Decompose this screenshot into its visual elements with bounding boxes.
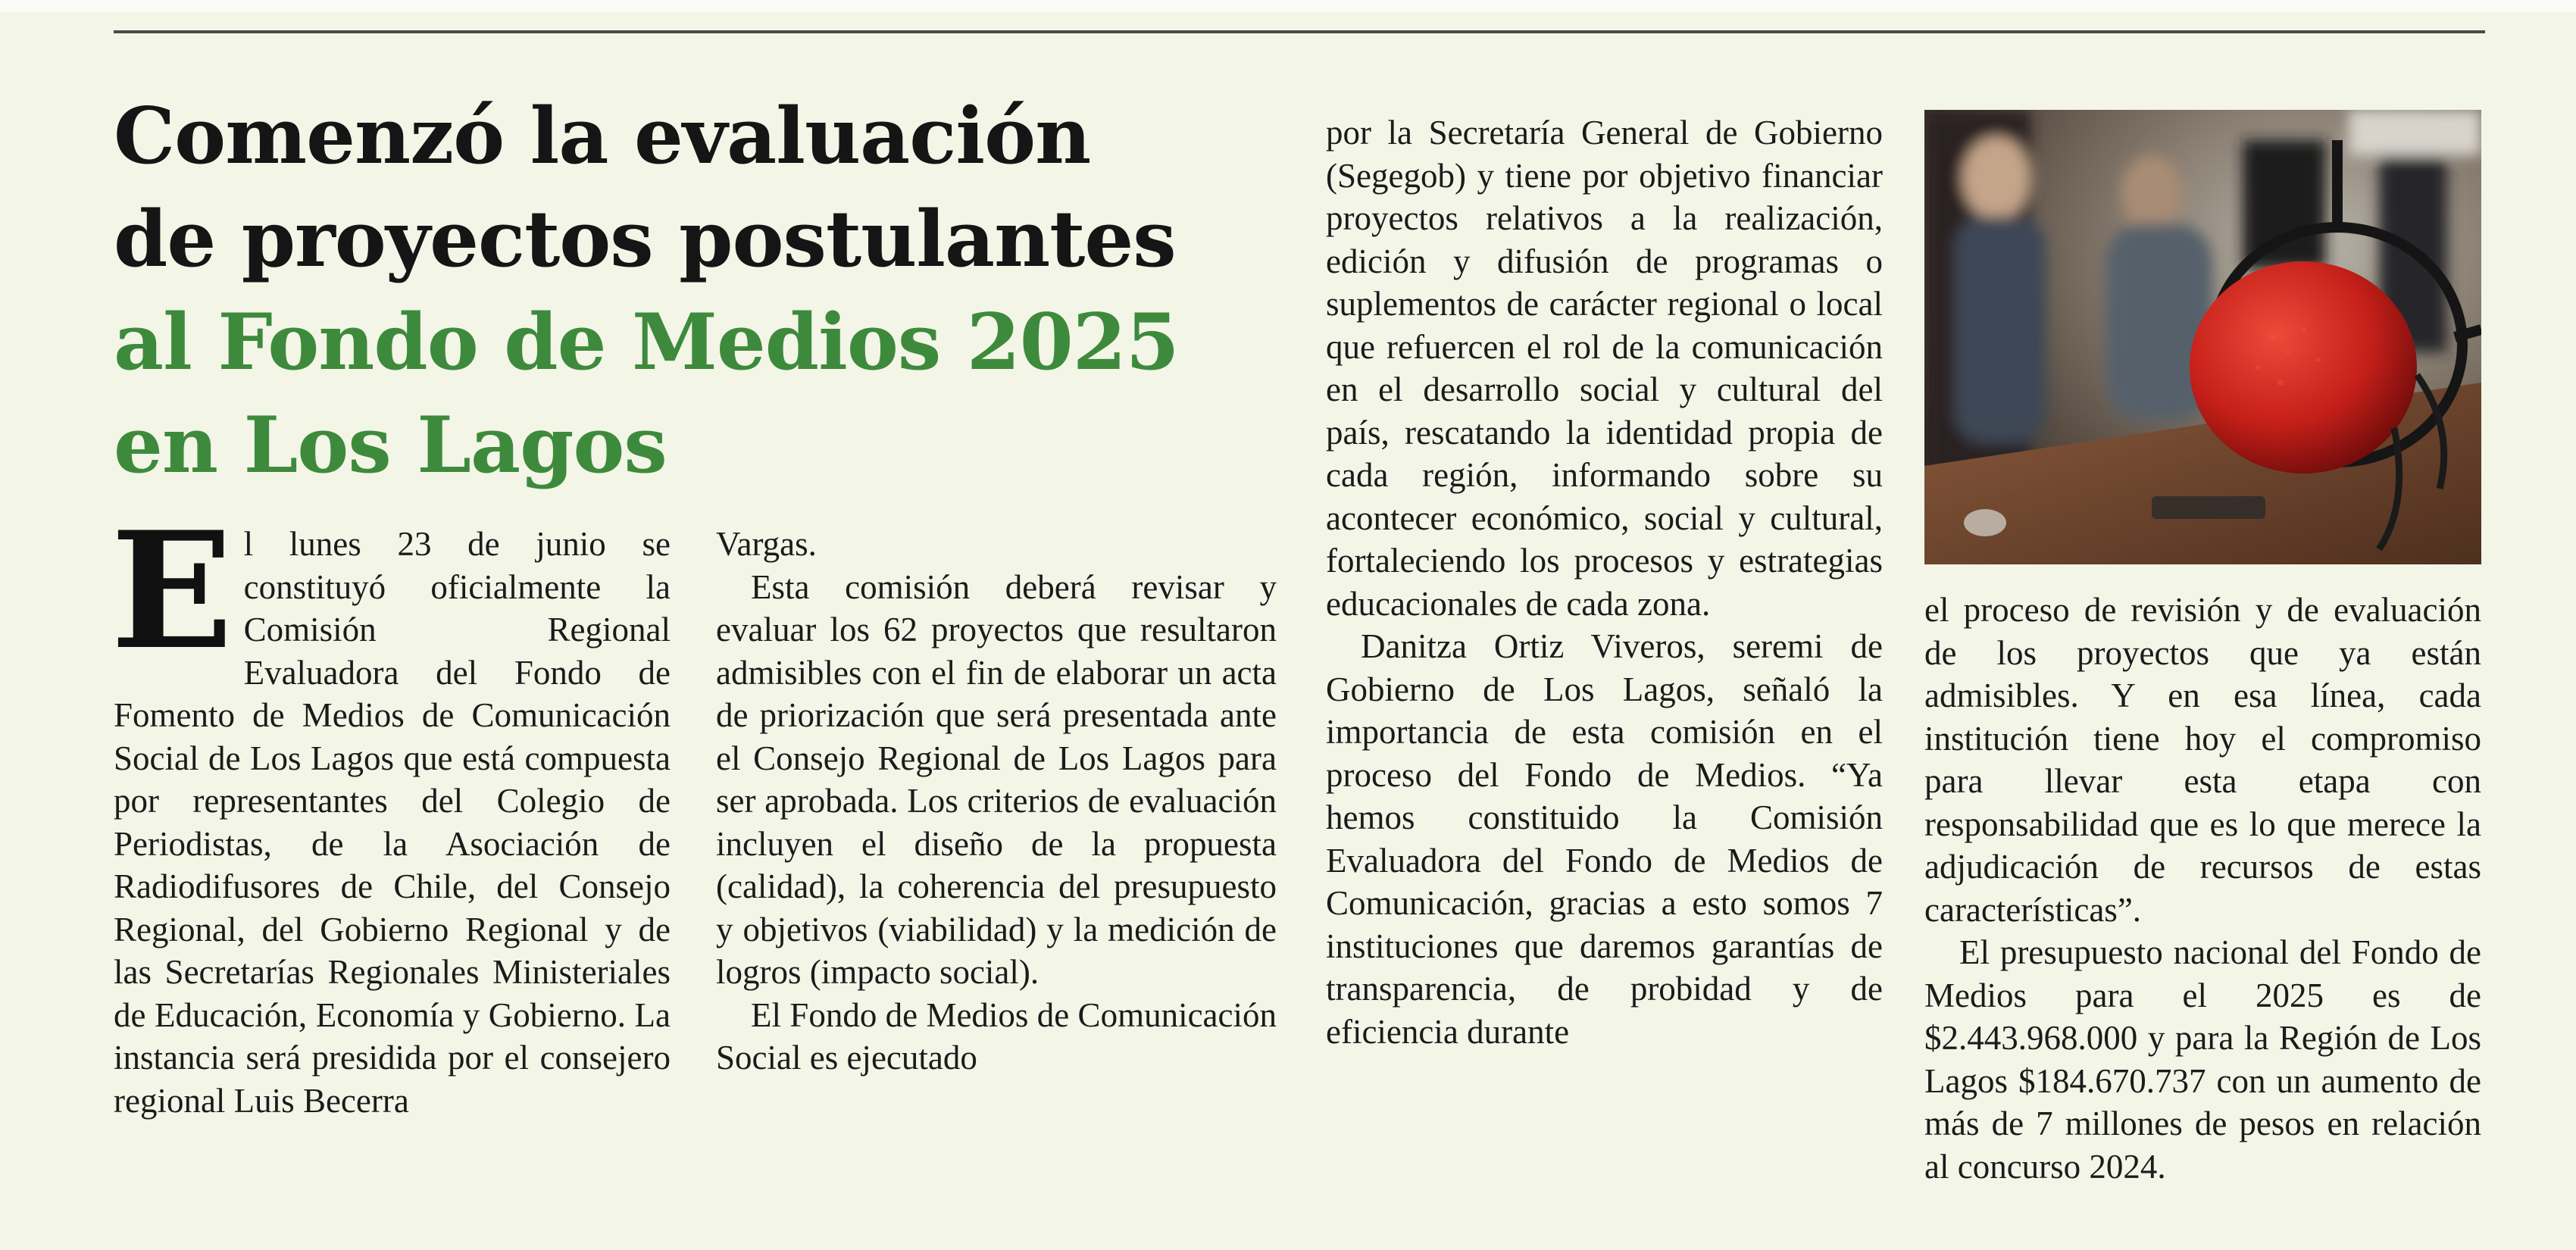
header-rule — [114, 30, 2485, 33]
paragraph: El presupuesto nacional del Fondo de Medios para el 2025 es de $2.443.968.000 y para la Región de Los Lagos $184.670.737 con un aumento de más de 7 millones de pesos en relación al concurso 2024. — [1924, 933, 2481, 1186]
paragraph: Danitza Ortiz Viveros, seremi de Gobierno de Los Lagos, señaló la importancia de esta comisión en el proceso del Fondo de Medios. “Ya hemos constituido la Comisión Evaluadora del Fondo de Medios de Comunicación, gracias a esto somos 7 instituciones que daremos garantías de transparencia, de probidad y de eficiencia durante — [1326, 627, 1883, 1051]
microphone-photo — [1924, 110, 2481, 564]
paragraph — [111, 496, 671, 1122]
paragraph: El Fondo de Medios de Comunicación Social es ejecutado — [716, 995, 1277, 1077]
paragraph: el proceso de revisión y de evaluación de los proyectos que ya están admisibles. Y en esa línea, cada institución tiene hoy el compromiso para llevar esta etapa con responsabilidad que es lo que merece la adjudicación de recursos de estas características”. — [1924, 591, 2481, 929]
drop-cap: E — [111, 496, 233, 685]
article-column-3 — [1326, 111, 1883, 1053]
article-column-4 — [1924, 589, 2481, 1188]
article-column-1 — [111, 496, 671, 1122]
top-band — [0, 0, 2576, 12]
paragraph: por la Secretaría General de Gobierno (Segegob) y tiene por objetivo financiar proyectos relativos a la realización, edición y difusión de programas o suplementos de carácter regional o local que refuercen el rol de la comunicación en el desarrollo social y cultural del país, rescatando la identidad propia de cada región, informando sobre su acontecer económico, social y cultural, fortaleciendo los procesos y estrategias educacionales de cada zona. — [1326, 114, 1883, 623]
headline-line-1: Comenzó la evaluación — [114, 91, 1091, 182]
paragraph: Vargas. — [716, 525, 817, 563]
headline-line-3: al Fondo de Medios 2025 — [114, 297, 1179, 388]
headline-line-2: de proyectos postulantes — [114, 194, 1176, 285]
paragraph-text: l lunes 23 de junio se constituyó oficialmente la Comisión Regional Evaluadora del Fondo de Fomento de Medios de Comunicación Social de Los Lagos que está compuesta por representantes del Colegio de Periodistas, de la Asociación de Radiodifusores de Chile, del Consejo Regional, del Gobierno Regional y de las Secretarías Regionales Ministeriales de Educación, Economía y Gobierno. La instancia será presidida por el consejero regional Luis Becerra — [114, 525, 671, 1120]
headline — [114, 85, 1296, 497]
paragraph: Esta comisión deberá revisar y evaluar los 62 proyectos que resultaron admisibles con el fin de elaborar un acta de priorización que será presentada ante el Consejo Regional de Los Lagos para ser aprobada. Los criterios de evaluación incluyen el diseño de la propuesta (calidad), la coherencia del presupuesto y objetivos (viabilidad) y la medición de logros (impacto social). — [716, 567, 1277, 991]
headline-line-4: en Los Lagos — [114, 400, 667, 491]
microphone-photo-illustration — [1924, 110, 2481, 564]
article-column-2 — [716, 523, 1277, 1080]
